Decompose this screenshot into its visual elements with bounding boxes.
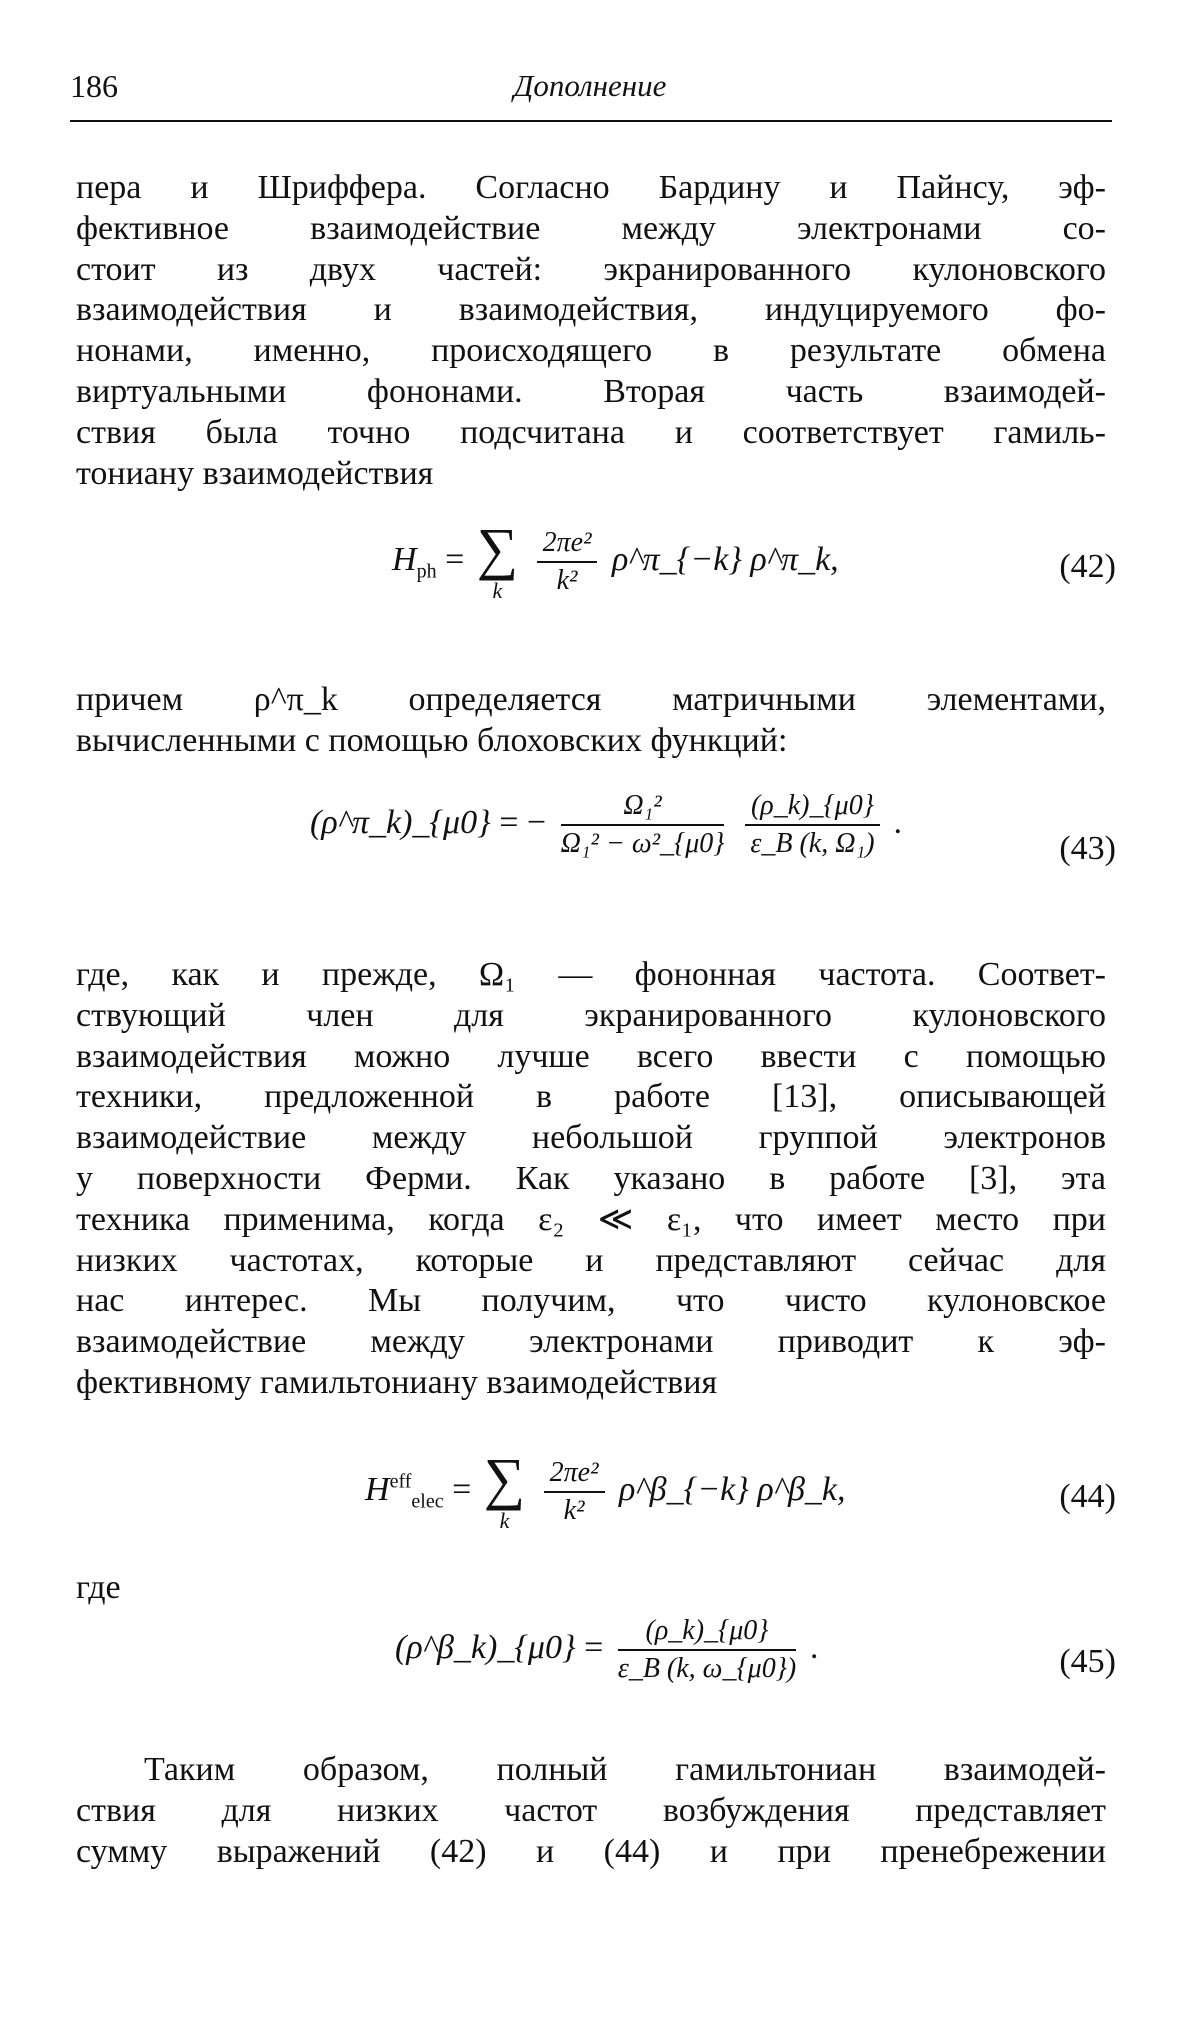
eq44-lhs-sub: elec (411, 1490, 444, 1513)
equation-number-44: (44) (1059, 1478, 1116, 1515)
equation-45 (0, 1615, 1200, 1735)
equation-number-43: (43) (1059, 830, 1116, 867)
text-line: где, как и прежде, Ω₁ — фононная частота. Соответ- (76, 956, 1106, 993)
text-line: Таким образом, полный гамильтониан взаимодей- (144, 1751, 1106, 1788)
paragraph-2 (76, 680, 1106, 762)
text-line: нас интерес. Мы получим, что чисто кулоновское (76, 1282, 1106, 1320)
eq43-fraction-1: $\frac{\text{Ω₁²}}{\text{Ω₁² − ω²\_\{μ0\}}}$ (560, 790, 725, 859)
text-line: пера и Шриффера. Согласно Бардину и Пайнсу, эф- (76, 169, 1106, 206)
eq43-tail: . (894, 803, 903, 841)
eq42-lhs-sub: ph (416, 560, 437, 583)
eq42-tail: ρ^π_{−k} ρ^π_k, (611, 540, 839, 578)
text-line: у поверхности Ферми. Как указано в работе [3], эта (76, 1159, 1106, 1197)
eq44-fraction: $\frac{\text{2πe²}}{\text{k²}}$ (544, 1457, 605, 1527)
summation-symbol: ∑ k (476, 516, 519, 603)
equation-42-body: $H_{ph}$ = ∑ k $\frac{\text{2πe²}}{\text{k²}}$ ρ^π_{−k} ρ^π_k, (392, 516, 839, 603)
eq43-fraction-2: $\frac{(\rho\_k)\_\{\mu 0\}}{\text{ε\_B (k, Ω₁)}}$ (745, 790, 880, 860)
eq42-fraction: $\frac{\text{2πe²}}{\text{k²}}$ (537, 527, 598, 597)
text-line: техники, предложенной в работе [13], описывающей (76, 1078, 1106, 1116)
eq45-tail: . (810, 1628, 820, 1666)
text-line: фективное взаимодействие между электронами со- (76, 209, 1106, 247)
page-header (70, 68, 1110, 120)
text-line: фективному гамильтониану взаимодействия (76, 1363, 718, 1401)
paragraph-3 (76, 955, 1106, 1404)
eq44-tail: ρ^β_{−k} ρ^β_k, (619, 1470, 846, 1508)
text-line: тониану взаимодействия (76, 454, 434, 492)
eq42-lhs: H (392, 540, 417, 578)
eq44-lhs: H (365, 1470, 390, 1508)
equation-43-body: (ρ^π_k)_{μ0} = − $\frac{\text{Ω₁²}}{\text{Ω₁² − ω²\_\{μ0\}}}$ $\frac{(\rho\_k)\_\{\mu 0\}}{\text{ε\_B (k, Ω₁)}}$ . (310, 790, 903, 859)
eq43-lhs: (ρ^π_k)_{μ0} (310, 803, 491, 841)
text-line: сумму выражений (42) и (44) и при пренебрежении (76, 1832, 1106, 1870)
paragraph-5 (76, 1750, 1106, 1872)
text-line: вычисленными с помощью блоховских функций: (76, 721, 788, 759)
eq45-fraction: $\frac{(\rho\_k)\_\{\mu 0\}}{\varepsilon\_B (k, \omega\_\{\mu 0\})}$ (617, 1615, 797, 1684)
equation-42 (0, 516, 1200, 640)
page-number: 186 (70, 68, 118, 104)
text-line: ствия для низких частот возбуждения представляет (76, 1791, 1106, 1829)
running-title: Дополнение (513, 68, 667, 103)
text-line: техника применима, когда ε₂ ≪ ε₁, что имеет место при (76, 1200, 1106, 1238)
eq45-lhs: (ρ^β_k)_{μ0} (395, 1628, 576, 1666)
text-line: стоит из двух частей: экранированного кулоновского (76, 250, 1106, 288)
equation-number-45: (45) (1059, 1643, 1116, 1680)
equation-45-body: (ρ^β_k)_{μ0} = $\frac{(\rho\_k)\_\{\mu 0\}}{\varepsilon\_B (k, \omega\_\{\mu 0\})}$ . (395, 1615, 820, 1684)
text-line: где (76, 1569, 121, 1606)
text-line: ствующий член для экранированного кулоновского (76, 996, 1106, 1034)
paragraph-1 (76, 168, 1106, 494)
text-line: низких частотах, которые и представляют сейчас для (76, 1241, 1106, 1279)
summation-symbol: ∑ k (483, 1446, 526, 1533)
text-line: виртуальными фононами. Вторая часть взаимодей- (76, 372, 1106, 410)
header-rule (70, 120, 1112, 122)
equation-44 (0, 1446, 1200, 1570)
text-line: причем ρ^π_k определяется матричными элементами, (76, 681, 1106, 718)
eq44-lhs-sup: eff (389, 1470, 412, 1493)
equation-43 (0, 790, 1200, 910)
equation-44-body: $H^{eff}_{elec}$ = ∑ k $\frac{\text{2πe²}}{\text{k²}}$ ρ^β_{−k} ρ^β_k, (365, 1446, 846, 1533)
text-line: взаимодействия можно лучше всего ввести с помощью (76, 1037, 1106, 1075)
paragraph-4 (76, 1568, 1106, 1609)
text-line: взаимодействие между небольшой группой электронов (76, 1119, 1106, 1157)
text-line: ствия была точно подсчитана и соответствует гамиль- (76, 413, 1106, 451)
text-line: взаимодействия и взаимодействия, индуцируемого фо- (76, 291, 1106, 329)
text-line: взаимодействие между электронами приводит к эф- (76, 1323, 1106, 1361)
text-line: нонами, именно, происходящего в результате обмена (76, 332, 1106, 370)
equation-number-42: (42) (1059, 548, 1116, 585)
